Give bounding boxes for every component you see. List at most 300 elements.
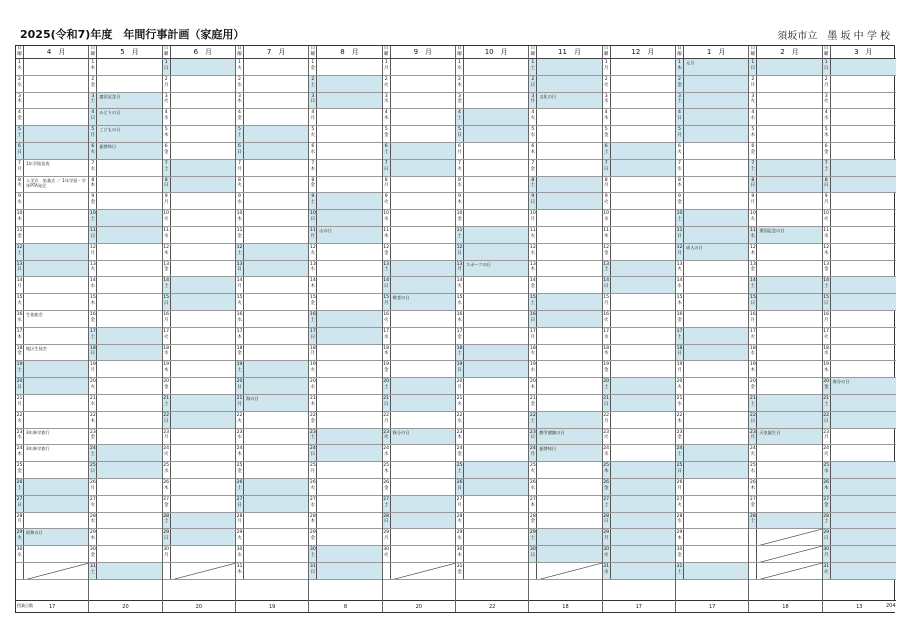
weekday: 月 — [17, 401, 22, 407]
event-text — [171, 445, 235, 461]
date-number: 16 — [163, 311, 170, 317]
date-cell — [16, 143, 24, 159]
day-row — [236, 126, 308, 143]
month-days-total: 8 — [309, 600, 381, 612]
date-cell — [236, 261, 244, 277]
date-cell — [823, 277, 831, 293]
day-row — [676, 479, 748, 496]
weekday: 日 — [17, 384, 22, 390]
weekday: 月 — [750, 317, 756, 323]
weekday: 木 — [750, 250, 756, 256]
date-cell — [236, 513, 244, 529]
date-cell — [529, 294, 537, 310]
weekday: 木 — [677, 536, 682, 542]
date-cell — [603, 546, 611, 562]
weekday: 水 — [457, 65, 462, 71]
weekday: 金 — [750, 384, 756, 390]
date-number: 16 — [603, 311, 610, 317]
date-number: 18 — [236, 345, 243, 351]
day-row — [676, 563, 748, 580]
event-text — [684, 529, 748, 545]
day-row — [456, 210, 528, 227]
weekday: 月 — [163, 200, 169, 206]
date-cell — [529, 361, 537, 377]
event-text — [757, 395, 821, 411]
date-number: 7 — [164, 160, 168, 166]
date-number: 4 — [458, 110, 461, 116]
weekday: 金 — [530, 284, 536, 290]
date-cell — [603, 261, 611, 277]
weekday: 土 — [823, 401, 829, 407]
event-text — [684, 563, 748, 579]
date-number: 19 — [383, 362, 390, 368]
date-number: 8 — [604, 177, 608, 183]
weekday: 土 — [603, 384, 609, 390]
date-number: 30 — [823, 547, 830, 553]
event-text — [317, 143, 381, 159]
weekday: 火 — [383, 552, 389, 558]
event-text — [831, 193, 896, 209]
day-row — [823, 412, 896, 429]
date-cell — [676, 59, 684, 75]
date-number: 28 — [456, 513, 463, 519]
date-cell — [163, 378, 171, 394]
weekday: 土 — [237, 485, 242, 491]
weekday: 日 — [603, 166, 609, 172]
event-text — [831, 546, 896, 562]
date-number: 5 — [678, 127, 681, 133]
day-row — [89, 193, 161, 210]
event-text — [611, 445, 675, 461]
event-text — [611, 345, 675, 361]
day-row — [749, 76, 821, 93]
weekday: 金 — [310, 536, 316, 542]
event-text — [24, 395, 88, 411]
event-text — [611, 177, 675, 193]
date-number: 13 — [163, 261, 170, 267]
date-number: 6 — [91, 143, 95, 149]
date-cell — [163, 59, 171, 75]
date-cell — [383, 429, 391, 445]
weekday: 木 — [237, 569, 242, 575]
day-row — [89, 378, 161, 395]
day-row — [163, 546, 235, 563]
event-text — [171, 345, 235, 361]
weekday: 木 — [677, 418, 682, 424]
weekday: 水 — [823, 468, 829, 474]
day-row — [383, 193, 455, 210]
event-text — [757, 193, 821, 209]
date-cell — [383, 227, 391, 243]
weekday: 火 — [17, 65, 22, 71]
date-number: 23 — [236, 429, 243, 435]
event-text: みどりの日 — [97, 109, 161, 125]
day-row — [383, 160, 455, 177]
date-cell — [676, 361, 684, 377]
date-cell — [16, 294, 24, 310]
date-cell — [529, 59, 537, 75]
day-row — [16, 412, 88, 429]
day-row — [163, 395, 235, 412]
date-number: 24 — [749, 446, 756, 452]
date-number: 11 — [603, 227, 610, 233]
month-label: 12 月 — [631, 48, 655, 56]
day-row — [16, 177, 88, 194]
date-number: 30 — [309, 547, 316, 553]
weekday: 月 — [677, 250, 682, 256]
date-number: 27 — [823, 496, 830, 502]
event-text — [317, 496, 381, 512]
date-number: 5 — [91, 127, 95, 133]
date-cell — [89, 193, 97, 209]
date-cell — [456, 93, 464, 109]
date-cell — [823, 109, 831, 125]
weekday: 水 — [237, 317, 242, 323]
date-number: 29 — [383, 530, 390, 536]
date-number: 25 — [236, 463, 243, 469]
weekday: 水 — [823, 351, 829, 357]
weekday: 月 — [237, 401, 242, 407]
date-number: 19 — [823, 362, 830, 368]
date-cell — [529, 529, 537, 545]
event-text — [244, 328, 308, 344]
day-row — [89, 59, 161, 76]
event-text — [831, 76, 896, 92]
weekday: 水 — [603, 452, 609, 458]
weekday: 火 — [383, 435, 389, 441]
day-row — [16, 529, 88, 546]
day-row — [163, 513, 235, 530]
month-column — [529, 46, 602, 612]
day-row — [16, 160, 88, 177]
event-text — [831, 244, 896, 260]
date-number: 27 — [236, 496, 243, 502]
weekday: 火 — [750, 216, 756, 222]
date-cell — [89, 546, 97, 562]
date-cell — [309, 244, 317, 260]
day-row — [456, 294, 528, 311]
date-cell — [309, 143, 317, 159]
day-row — [529, 227, 601, 244]
date-cell — [309, 479, 317, 495]
day-row — [236, 109, 308, 126]
date-number: 18 — [309, 345, 316, 351]
day-row — [89, 210, 161, 227]
day-row — [236, 210, 308, 227]
weekday: 土 — [237, 368, 242, 374]
date-cell — [383, 378, 391, 394]
date-cell — [309, 177, 317, 193]
event-text — [244, 412, 308, 428]
day-row — [236, 462, 308, 479]
date-cell — [823, 513, 831, 529]
event-text — [97, 412, 161, 428]
date-cell — [823, 479, 831, 495]
weekday: 水 — [383, 452, 389, 458]
event-text — [684, 462, 748, 478]
day-row — [163, 445, 235, 462]
weekday: 水 — [17, 552, 22, 558]
page-title: 2025(令和7)年度 年間行事計画（家庭用） — [20, 28, 245, 41]
date-number: 7 — [238, 160, 241, 166]
date-cell — [236, 93, 244, 109]
month-column — [309, 46, 382, 612]
day-row — [89, 109, 161, 126]
day-row — [749, 193, 821, 210]
weekday: 月 — [310, 468, 316, 474]
date-cell — [309, 513, 317, 529]
event-text — [391, 496, 455, 512]
event-text — [171, 513, 235, 529]
month-label: 11 月 — [558, 48, 581, 56]
event-text — [831, 563, 896, 579]
date-number: 18 — [749, 345, 756, 351]
month-days-total: 19 — [236, 600, 308, 612]
day-header: 日 曜 — [603, 46, 611, 58]
date-number: 18 — [529, 345, 536, 351]
date-cell — [676, 395, 684, 411]
date-number: 2 — [164, 76, 168, 82]
date-cell — [236, 244, 244, 260]
weekday: 金 — [677, 82, 682, 88]
event-text — [317, 529, 381, 545]
date-number: 27 — [16, 496, 23, 502]
month-header — [603, 46, 675, 59]
day-row — [309, 109, 381, 126]
event-text — [537, 462, 601, 478]
date-number: 15 — [309, 295, 316, 301]
day-row — [676, 160, 748, 177]
weekday: 金 — [90, 82, 96, 88]
event-text — [537, 76, 601, 92]
event-text — [97, 529, 161, 545]
event-text — [684, 261, 748, 277]
day-row — [89, 76, 161, 93]
date-number: 25 — [456, 463, 463, 469]
date-number: 15 — [529, 295, 536, 301]
weekday: 金 — [823, 149, 829, 155]
date-cell — [749, 345, 757, 361]
date-cell — [236, 177, 244, 193]
day-row — [16, 227, 88, 244]
weekday: 水 — [457, 300, 462, 306]
day-row — [236, 412, 308, 429]
date-number: 30 — [163, 547, 170, 553]
page-header — [0, 0, 908, 44]
date-cell — [823, 59, 831, 75]
event-text: 入学式 始業式 ／ 1年学級・学年PTA発足 — [26, 177, 86, 188]
date-number: 22 — [603, 412, 610, 418]
date-cell — [383, 193, 391, 209]
date-number: 23 — [89, 429, 96, 435]
day-row — [603, 412, 675, 429]
event-text — [171, 177, 235, 193]
date-number: 19 — [603, 362, 610, 368]
weekday: 水 — [750, 116, 756, 122]
event-text — [757, 160, 821, 176]
day-row — [676, 143, 748, 160]
date-cell — [89, 277, 97, 293]
date-cell — [529, 546, 537, 562]
date-number: 23 — [456, 429, 463, 435]
day-row — [529, 513, 601, 530]
event-text — [244, 93, 308, 109]
day-row — [16, 294, 88, 311]
date-cell — [16, 76, 24, 92]
event-text — [537, 529, 601, 545]
event-text — [611, 126, 675, 142]
day-row — [456, 193, 528, 210]
day-row — [16, 429, 88, 446]
event-text — [757, 496, 821, 512]
date-cell — [603, 496, 611, 512]
date-number: 3 — [91, 93, 95, 99]
event-text — [611, 412, 675, 428]
date-cell — [309, 261, 317, 277]
date-cell — [749, 93, 757, 109]
date-number: 7 — [824, 160, 828, 166]
day-row — [823, 277, 896, 294]
day-row — [676, 59, 748, 76]
date-number: 11 — [529, 227, 536, 233]
date-number: 9 — [91, 194, 95, 200]
weekday: 火 — [90, 149, 96, 155]
event-text: 勤労感謝の日 — [537, 429, 601, 445]
day-row — [89, 126, 161, 143]
event-text — [244, 277, 308, 293]
day-row — [529, 210, 601, 227]
date-cell — [16, 177, 24, 193]
date-cell — [163, 429, 171, 445]
event-text — [757, 345, 821, 361]
day-row — [309, 328, 381, 345]
date-number: 2 — [678, 76, 681, 82]
weekday: 木 — [310, 284, 316, 290]
date-number: 1 — [18, 60, 21, 65]
event-text — [611, 160, 675, 176]
event-text — [391, 546, 455, 562]
day-row — [456, 412, 528, 429]
day-row — [676, 529, 748, 546]
day-row — [383, 429, 455, 446]
date-cell — [16, 126, 24, 142]
date-cell — [603, 143, 611, 159]
date-cell — [89, 563, 97, 579]
weekday: 土 — [90, 334, 96, 340]
weekday: 月 — [823, 200, 829, 206]
day-row — [89, 462, 161, 479]
date-number: 2 — [18, 76, 21, 82]
date-number: 17 — [309, 328, 316, 334]
month-column — [383, 46, 456, 612]
weekday: 土 — [750, 519, 756, 525]
event-text: 文化の日 — [537, 93, 601, 109]
day-row — [529, 412, 601, 429]
day-row — [309, 126, 381, 143]
event-text — [391, 311, 455, 327]
weekday: 木 — [677, 65, 682, 71]
event-text — [391, 479, 455, 495]
day-row — [163, 193, 235, 210]
day-row — [89, 563, 161, 580]
event-text — [97, 429, 161, 445]
event-text — [684, 126, 748, 142]
day-row — [309, 378, 381, 395]
event-text — [97, 311, 161, 327]
month-header — [309, 46, 381, 59]
date-cell — [749, 361, 757, 377]
date-cell — [529, 429, 537, 445]
event-text — [537, 378, 601, 394]
weekday: 土 — [383, 502, 389, 508]
weekday: 火 — [17, 418, 22, 424]
date-cell — [456, 445, 464, 461]
date-number: 22 — [16, 412, 23, 418]
weekday: 木 — [750, 132, 756, 138]
date-number: 10 — [16, 211, 23, 217]
date-number: 25 — [163, 463, 170, 469]
event-text — [684, 143, 748, 159]
date-number: 3 — [458, 93, 461, 99]
day-row — [823, 109, 896, 126]
date-cell — [309, 210, 317, 226]
date-number: 20 — [309, 379, 316, 385]
day-row — [749, 59, 821, 76]
weekday: 月 — [163, 552, 169, 558]
date-number: 26 — [383, 479, 390, 485]
date-number: 22 — [163, 412, 170, 418]
date-cell — [16, 244, 24, 260]
date-cell — [603, 244, 611, 260]
date-number: 12 — [309, 244, 316, 250]
event-text — [684, 345, 748, 361]
month-header — [823, 46, 896, 59]
event-text — [391, 462, 455, 478]
month-label: 5 月 — [120, 48, 139, 56]
date-cell — [236, 563, 244, 579]
weekday: 土 — [457, 351, 462, 357]
month-column — [603, 46, 676, 612]
day-row — [823, 429, 896, 446]
event-text — [24, 462, 88, 478]
event-text — [244, 429, 308, 445]
weekday: 土 — [530, 300, 536, 306]
date-number: 25 — [603, 463, 610, 469]
event-text — [391, 529, 455, 545]
date-number: 1 — [91, 60, 95, 65]
weekday: 土 — [530, 418, 536, 424]
date-number: 9 — [311, 194, 315, 200]
date-cell — [236, 143, 244, 159]
day-row — [823, 311, 896, 328]
weekday: 水 — [603, 569, 609, 575]
event-text — [244, 227, 308, 243]
date-cell — [236, 546, 244, 562]
date-cell — [456, 429, 464, 445]
event-text — [244, 160, 308, 176]
date-number: 17 — [236, 328, 243, 334]
weekday: 水 — [750, 233, 756, 239]
date-number: 9 — [164, 194, 168, 200]
weekday: 金 — [310, 65, 316, 71]
event-text — [831, 210, 896, 226]
date-number: 5 — [18, 127, 21, 133]
weekday: 月 — [17, 519, 22, 525]
date-number: 8 — [238, 177, 241, 183]
event-text — [684, 193, 748, 209]
date-cell — [603, 126, 611, 142]
weekday: 火 — [90, 384, 96, 390]
